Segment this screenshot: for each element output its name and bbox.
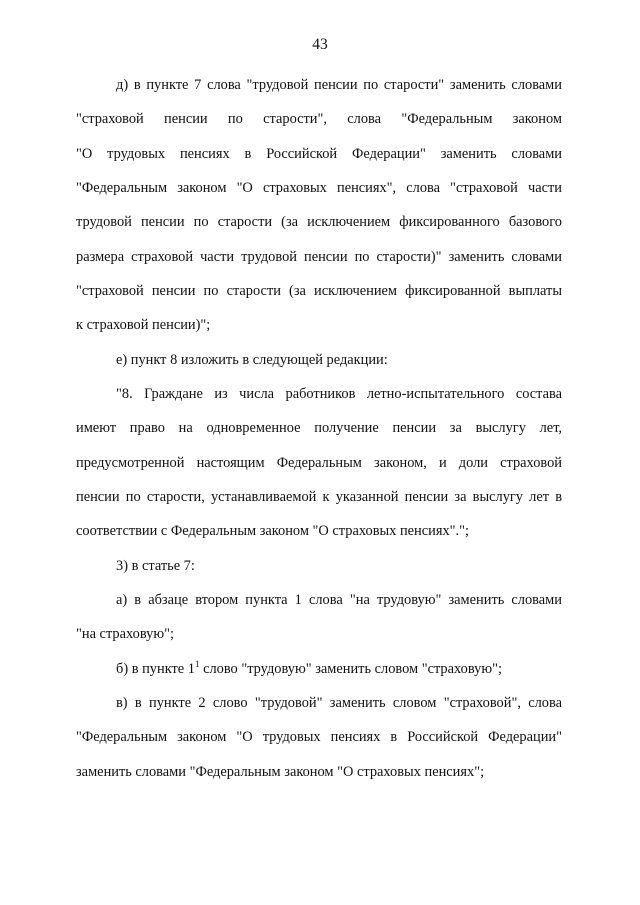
page-number: 43 (312, 36, 328, 53)
paragraph-v-line-2: "Федеральным законом "О трудовых пенсиях в Российской Федерации" (76, 729, 562, 745)
paragraph-d-line-1: д) в пункте 7 слова "трудовой пенсии по старости" заменить словами (116, 77, 562, 93)
quote-line-1: "8. Граждане из числа работников летно-испытательного состава (116, 386, 562, 402)
paragraph-d-line-7: "страховой пенсии по старости (за исключением фиксированной выплаты (76, 283, 562, 299)
paragraph-v-line-3: заменить словами "Федеральным законом "О страховых пенсиях"; (76, 764, 485, 780)
paragraph-a-line-1: а) в абзаце втором пункта 1 слова "на трудовую" заменить словами (116, 592, 562, 608)
quote-line-4: пенсии по старости, устанавливаемой к указанной пенсии за выслугу лет в (76, 489, 562, 505)
paragraph-a-line-2: "на страховую"; (76, 626, 174, 642)
paragraph-d-line-3: "О трудовых пенсиях в Российской Федерации" заменить словами (76, 146, 562, 162)
paragraph-b-line-1 (116, 660, 502, 678)
paragraph-d-line-6: размера страховой части трудовой пенсии по старости)" заменить словами (76, 249, 562, 265)
paragraph-d-line-5: трудовой пенсии по старости (за исключением фиксированного базового (76, 214, 562, 230)
article-7-heading: 3) в статье 7: (116, 558, 195, 574)
paragraph-b-text-start: б) в пункте 1 (116, 661, 195, 677)
paragraph-e-line-1: е) пункт 8 изложить в следующей редакции: (116, 352, 388, 368)
paragraph-d-line-8: к страховой пенсии)"; (76, 317, 211, 333)
paragraph-b-text-end: слово "трудовую" заменить словом "страховую"; (199, 661, 502, 677)
quote-line-3: предусмотренной настоящим Федеральным законом, и доли страховой (76, 455, 562, 471)
quote-line-5: соответствии с Федеральным законом "О страховых пенсиях"."; (76, 523, 469, 539)
paragraph-b-superscript: 1 (194, 659, 200, 669)
quote-line-2: имеют право на одновременное получение пенсии за выслугу лет, (76, 420, 562, 436)
paragraph-v-line-1: в) в пункте 2 слово "трудовой" заменить словом "страховой", слова (116, 695, 562, 711)
paragraph-d-line-2: "страховой пенсии по старости", слова "Федеральным законом (76, 111, 562, 127)
paragraph-d-line-4: "Федеральным законом "О страховых пенсиях", слова "страховой части (76, 180, 562, 196)
